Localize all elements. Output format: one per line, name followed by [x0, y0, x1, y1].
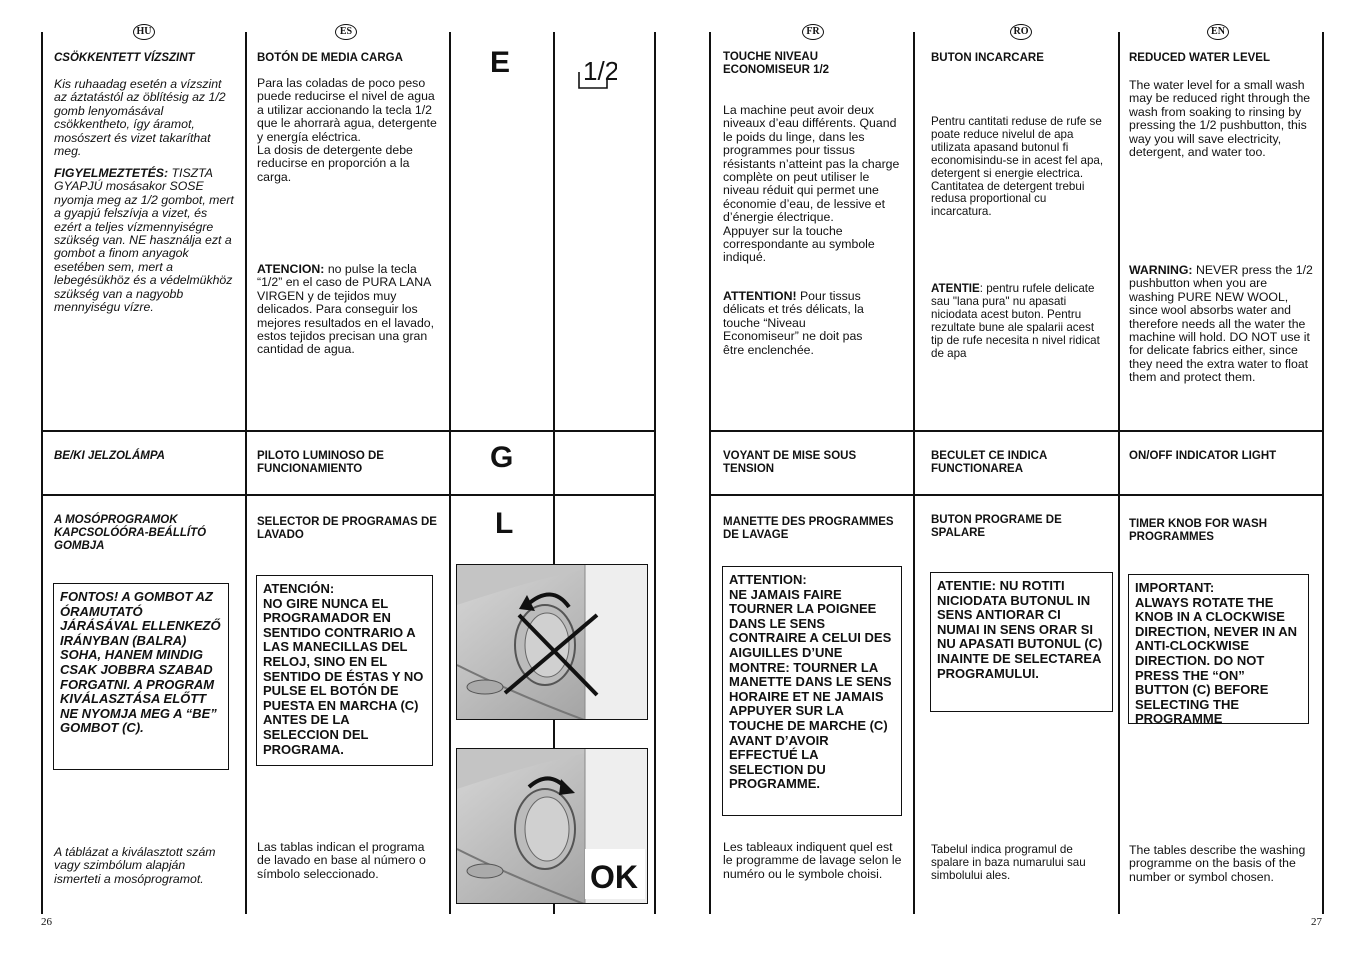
fr-heading-timer: MANETTE DES PROGRAMMES DE LAVAGE — [723, 516, 894, 541]
es-important-box: ATENCIÓN: NO GIRE NUNCA EL PROGRAMADOR EN SENTIDO CONTRARIO A LAS MANECILLAS DEL RELOJ, SINO EN EL SENTIDO DE ÉSTAS Y NO PULSE EL BOTÓN DE PUESTA EN MARCHA (C) ANTES DE LA SELECCION DEL PROGRAMA. — [256, 575, 433, 766]
hu-bottom-text: A táblázat a kiválasztott szám vagy szimbólum alapján ismerteti a mosóprogramot. — [54, 845, 216, 886]
symbol-g: G — [490, 441, 514, 474]
flag-en: EN — [1207, 24, 1229, 40]
fr-eco-level-text: La machine peut avoir deux niveaux d’eau différents. Quand le poids du linge, dans les programmes pour tissus résistants n’atteint pas la charge complète on peut utiliser le niveau réduit qui permet une économie d’eau, de lessive et d’énergie électrique. Appuyer sur la touche correspondante au symbole indiqué. — [723, 103, 900, 265]
knob-anticlockwise-forbidden-image — [456, 564, 648, 720]
es-warning-label: ATENCION: — [257, 262, 325, 276]
ro-bottom-text: Tabelul indica programul de spalare in baza numarului sau simbolului ales. — [931, 843, 1086, 882]
symbol-l: L — [495, 507, 514, 540]
ro-heading-load-button: BUTON INCARCARE — [931, 52, 1044, 64]
flag-hu: HU — [133, 24, 155, 40]
hu-heading-reduced-water: CSÖKKENTETT VÍZSZINT — [54, 52, 195, 64]
en-warning-text: NEVER press the 1/2 pushbutton when you are washing PURE NEW WOOL, since wool absorbs water and therefore needs all the water the machine will hold. DO NOT use it for delicate fabrics either, since they need the extra water to float them and protect them. — [1129, 263, 1313, 385]
hu-warning — [54, 167, 236, 314]
en-heading-indicator: ON/OFF INDICATOR LIGHT — [1129, 450, 1277, 462]
es-warning — [257, 263, 439, 357]
half-load-label: 1/2 — [583, 56, 617, 86]
symbol-e: E — [490, 46, 511, 79]
en-heading-reduced-water: REDUCED WATER LEVEL — [1129, 52, 1270, 64]
fr-warning — [723, 290, 873, 357]
en-warning — [1129, 264, 1314, 385]
hu-warning-label: FIGYELMEZTETÉS: — [54, 166, 169, 180]
fr-bottom-text: Les tableaux indiquent quel est le programme de lavage selon le numéro ou le symbole choisi. — [723, 840, 902, 881]
fr-heading-eco-level: TOUCHE NIVEAU ECONOMISEUR 1/2 — [723, 51, 830, 76]
page-number-right: 27 — [1311, 916, 1322, 928]
flag-fr: FR — [802, 24, 824, 40]
ro-heading-indicator: BECULET CE INDICA FUNCTIONAREA — [931, 450, 1047, 475]
symbol-ok: OK — [590, 859, 638, 895]
en-important-box: IMPORTANT: ALWAYS ROTATE THE KNOB IN A CLOCKWISE DIRECTION, NEVER IN AN ANTI-CLOCKWISE DIRECTION. DO NOT PRESS THE “ON” BUTTON (C) BEFORE SELECTING THE PROGRAMME — [1128, 574, 1309, 724]
ro-important-box: ATENTIE: NU ROTITI NICIODATA BUTONUL IN SENS ANTIORAR CI NUMAI IN SENS ORAR SI NU APASATI BUTONUL (C) INAINTE DE SELECTAREA PROGRAMULUI. — [930, 572, 1113, 712]
es-heading-selector: SELECTOR DE PROGRAMAS DE LAVADO — [257, 516, 437, 541]
half-load-icon — [577, 52, 617, 92]
es-heading-half-load: BOTÓN DE MEDIA CARGA — [257, 52, 403, 64]
page-number-left: 26 — [41, 916, 52, 928]
hu-heading-timer: A MOSÓPROGRAMOK KAPCSOLÓÓRA-BEÁLLÍTÓ GOMBJA — [54, 514, 207, 552]
es-heading-indicator: PILOTO LUMINOSO DE FUNCIONAMIENTO — [257, 450, 384, 475]
hu-important-box: FONTOS! A GOMBOT AZ ÓRAMUTATÓ JÁRÁSÁVAL ELLENKEZŐ IRÁNYBAN (BALRA) SOHA, HANEM MINDIG CSAK JOBBRA SZABAD FORGATNI. A PROGRAM KIVÁLASZTÁSA ELŐTT NE NYOMJA MEG A “BE” GOMBOT (C). — [53, 583, 229, 770]
fr-warning-text: Pour tissus délicats et trés délicats, la touche “Niveau Economiseur” ne doit pas être enclenchée. — [723, 289, 864, 357]
half-load-symbol — [577, 52, 617, 92]
en-heading-timer: TIMER KNOB FOR WASH PROGRAMMES — [1129, 518, 1267, 543]
en-bottom-text: The tables describe the washing programme on the basis of the number or symbol chosen. — [1129, 843, 1306, 884]
en-reduced-water-text: The water level for a small wash may be reduced right through the wash from soaking to rinsing by pressing the 1/2 pushbutton, this way you will save electricity, detergent, and water too. — [1129, 78, 1311, 160]
ro-load-button-text: Pentru cantitati reduse de rufe se poate reduce nivelul de apa utilizata apasand butonul fi economisindu-se in acest fel apa, detergent si energie electrica. Cantitatea de detergent trebui redusa proportional cu incarcatura. — [931, 115, 1104, 219]
ro-warning-label: ATENTIE — [931, 282, 980, 295]
es-warning-text: no pulse la tecla “1/2” en el caso de PURA LANA VIRGEN y de tejidos muy delicados. Para conseguir los mejores resultados en el lavado, estos tejidos precisan una gran cantidad de agua. — [257, 262, 435, 357]
hu-warning-text: TISZTA GYAPJÚ mosásakor SOSE nyomja meg az 1/2 gombot, mert a gyapjú felszívja a vizet, és ezért a teljes vízmennyiségre szükség van. NE használja ezt a gombot a finom anyagok esetében sem, mert a lebegésükhöz és a védelmükhöz szükség van a nagyobb mennyiségu vízre. — [54, 166, 234, 315]
fr-heading-indicator: VOYANT DE MISE SOUS TENSION — [723, 450, 857, 475]
ro-heading-timer: BUTON PROGRAME DE SPALARE — [931, 514, 1062, 539]
en-warning-label: WARNING: — [1129, 263, 1193, 277]
es-half-load-text: Para las coladas de poco peso puede reducirse el nivel de agua a utilizar accionando la tecla 1/2 que le ahorrarà agua, detergente y energía eléctrica. La dosis de detergente debe reducirse en proporción a la carga. — [257, 76, 437, 184]
hu-heading-indicator: BE/KI JELZOLÁMPA — [54, 450, 165, 462]
ro-warning-text: : pentru rufele delicate sau "lana pura" nu apasati niciodata acest buton. Pentru rezultate bune ale spalarii acest tip de rufe necesita n nivel ridicat de apa — [931, 282, 1100, 360]
fr-important-box: ATTENTION: NE JAMAIS FAIRE TOURNER LA POIGNEE DANS LE SENS CONTRAIRE A CELUI DES AIGUILLES D’UNE MONTRE: TOURNER LA MANETTE DANS LE SENS HORAIRE ET NE JAMAIS APPUYER SUR LA TOUCHE DE MARCHE (C) AVANT D’AVOIR EFFECTUÉ LA SELECTION DU PROGRAMME. — [722, 566, 902, 816]
flag-es: ES — [335, 24, 357, 40]
es-bottom-text: Las tablas indican el programa de lavado en base al número o símbolo seleccionado. — [257, 840, 426, 881]
ro-warning — [931, 283, 1109, 360]
fr-warning-label: ATTENTION! — [723, 289, 797, 303]
flag-ro: RO — [1010, 24, 1032, 40]
hu-reduced-water-text: Kis ruhaadag esetén a vízszint az áztatástól az öblítésig az 1/2 gomb lenyomásával csökkentheto, így áramot, mosószert és vizet takaríthat meg. — [54, 77, 226, 159]
